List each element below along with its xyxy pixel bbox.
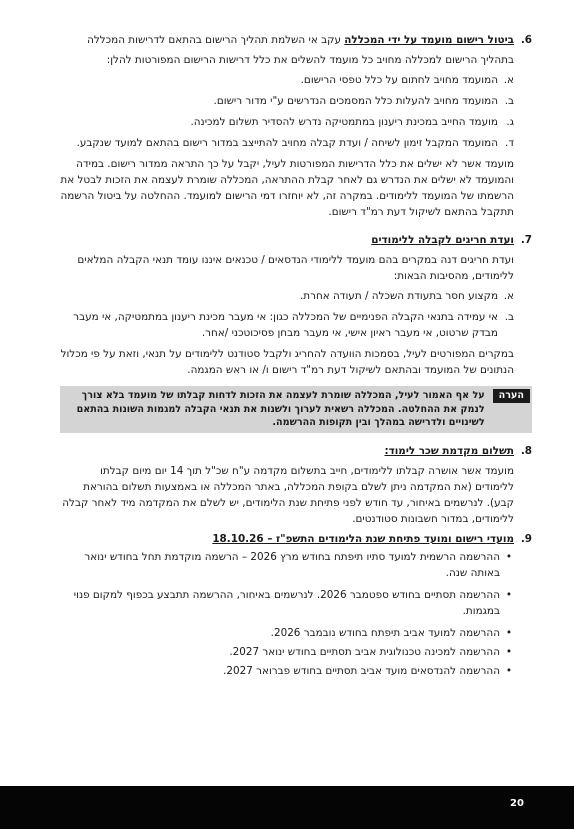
list-item-text: מועמד החייב במכינת ריענון במתמטיקה נדרש להסדיר תשלום למכינה.: [190, 116, 498, 128]
section-7: [60, 232, 532, 378]
page-footer: [0, 786, 574, 829]
list-item-text: אי עמידה בתנאי הקבלה הפנימיים של המכללה כגון: אי מעבר מכינת ריענון במתמטיקה, אי מעבר מבדק שרטוט, אי מעבר ראיון אישי, אי מעבר מבחן פסיכוטכני /אחר.: [73, 311, 498, 339]
section-heading: [60, 32, 514, 48]
bullet-icon: •: [505, 626, 512, 639]
list-item: [60, 309, 514, 341]
dates-list: [60, 549, 514, 679]
section-heading-title: מועדי רישום ומועד פתיחת שנת הלימודים התשפ"ז – 18.10.26: [212, 532, 514, 545]
list-item: [60, 288, 514, 304]
list-item: [60, 72, 514, 88]
section-body: מועמד אשר אושרה קבלתו ללימודים, חייב בתשלום מקדמה ע"ח שכ"ל תוך 14 יום מיום קבלתו ללימודים (את המקדמה ניתן לשלם בקופת המכללה, באתר המכללה או באמצעות תשלום בהוראת קבע). לנרשמים באיחור, עד חודש לפני פתיחת שנת הלימודים, יש לשלם את המקדמה מיד לאחר קבלה ללימודים, במדור חשבונות סטודנטים.: [62, 464, 514, 525]
list-item: [60, 625, 514, 641]
section-9: [60, 531, 532, 679]
bullet-icon: •: [505, 588, 512, 601]
list-marker: ד.: [505, 137, 514, 149]
list-item-text: ההרשמה למועד אביב תיפתח בחודש נובמבר 2026.: [270, 626, 500, 639]
list-marker: א.: [503, 74, 514, 86]
list-item-text: המועמד מחויב לחתום על כלל טפסי הרישום.: [300, 74, 498, 86]
requirements-list: [60, 72, 514, 151]
bullet-icon: •: [505, 550, 512, 563]
section-heading-title: תשלום מקדמת שכר לימוד:: [384, 444, 514, 457]
note-text: על אף האמור לעיל, המכללה שומרת לעצמה את הזכות לדחות קבלתו של מועמד בלא צורך לנמק את ההחלטה. המכללה רשאית לערוך ולשנות את תנאי הקבלה למגמות השונות בהתאם לשינויים ולדרישה במהלך ובין תקופות ההרשמה.: [76, 390, 485, 428]
list-item-text: ההרשמה תסתיים בחודש ספטמבר 2026. לנרשמים באיחור, ההרשמה תתבצע בכפוף למקום פנוי במגמות.: [73, 588, 500, 617]
section-number: 6.: [520, 34, 532, 46]
list-item: [60, 663, 514, 679]
reasons-list: [60, 288, 514, 341]
section-body: במקרים המפורטים לעיל, בסמכות הוועדה להחריג ולקבל סטודנט ללימודים על תנאי, וזאת על פי מכלול הנתונים של המועמד ובהתאם לשיקול דעת רמ"ד רישום ו/ או ראש המגמה.: [60, 348, 514, 376]
list-item: [60, 93, 514, 109]
section-6: [60, 32, 532, 220]
list-item: [60, 114, 514, 130]
section-heading-title: ביטול רישום מועמד על ידי המכללה: [344, 34, 514, 46]
list-item-text: ההרשמה למכינה טכנולוגית אביב תסתיים בחודש ינואר 2027.: [229, 645, 500, 658]
list-item-text: המועמד מחויב להעלות כלל המסמכים הנדרשים ע"י מדור רישום.: [213, 95, 498, 107]
page-number: 20: [510, 798, 524, 809]
list-item-text: המועמד המקבל זימון לשיחה / ועדת קבלה מחויב להתייצב במדור רישום בהתאם למועד שנקבע.: [76, 137, 498, 149]
list-item-text: ההרשמה להנדסאים מועד אביב תסתיים בחודש פברואר 2027.: [223, 664, 500, 677]
bullet-icon: •: [505, 664, 512, 677]
section-heading-title: ועדת חריגים לקבלה ללימודים: [371, 234, 514, 246]
section-body: מועמד אשר לא ישלים את כלל הדרישות המפורטות לעיל, יקבל על כך התראה ממדור רישום. במידה והמועמד לא ישלים את הנדרש גם לאחר קבלת ההתראה, המכללה שומרת לעצמה את הזכות לבטל את הרשמתו של המועמד ללימודים. במקרה זה, לא יוחזרו דמי הרישום למועמד. ההחלטה על ביטול הרשמה תתקבל בהתאם לשיקול דעת רמ"ד רישום.: [60, 158, 514, 218]
note-tag: הערה: [493, 389, 530, 403]
section-intro: ועדת חריגים דנה במקרים בהם מועמד ללימודי הנדסאים / טכנאים איננו עומד תנאי הקבלה המלאים ללימודים, מהסיבות הבאות:: [77, 254, 514, 282]
section-8: [60, 443, 532, 527]
section-intro: בתהליך הרישום למכללה מחויב כל מועמד להשלים את כלל דרישות הרישום המפורטות להלן:: [106, 54, 514, 66]
list-marker: ב.: [504, 95, 514, 107]
note-box: [60, 386, 532, 433]
list-item-text: מקצוע חסר בתעודת השכלה / תעודה אחרת.: [299, 290, 498, 302]
bullet-icon: •: [505, 645, 512, 658]
section-number: 7.: [520, 234, 532, 246]
list-marker: ב.: [504, 311, 514, 323]
list-item-text: ההרשמה הרשמית למועד סתיו תיפתח בחודש מרץ 2026 – הרשמה מוקדמת תחל בחודש ינואר באותה שנה.: [84, 550, 500, 579]
list-item: [60, 644, 514, 660]
document-body: [60, 32, 532, 685]
list-item: [60, 135, 514, 151]
section-heading-rest: עקב אי השלמת תהליך הרישום בהתאם לדרישות המכללה: [87, 34, 345, 46]
list-item: [60, 587, 514, 619]
list-marker: א.: [503, 290, 514, 302]
list-item: [60, 549, 514, 581]
list-marker: ג.: [506, 116, 514, 128]
section-number: 9.: [520, 532, 532, 545]
section-number: 8.: [520, 444, 532, 457]
